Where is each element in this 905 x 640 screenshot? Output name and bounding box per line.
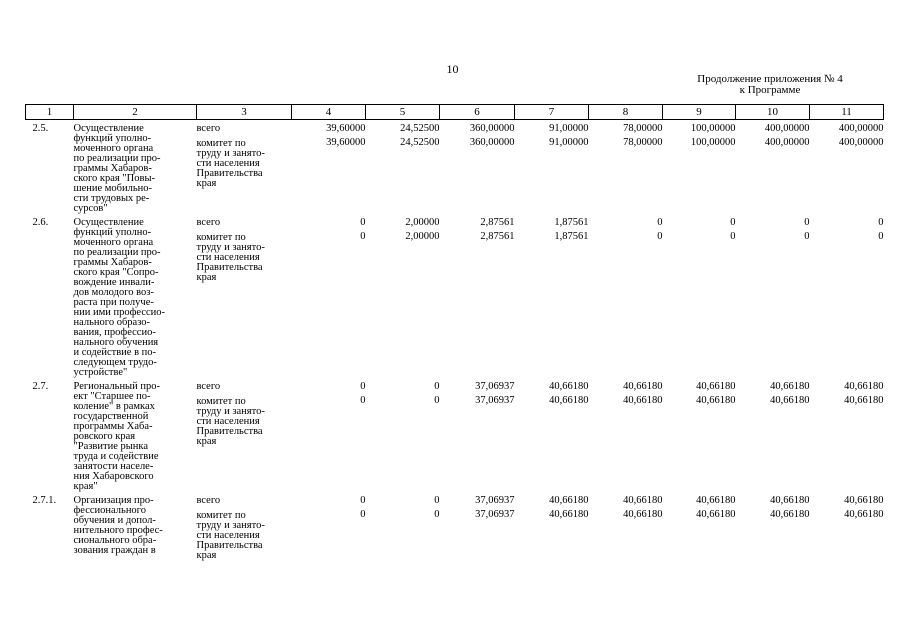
value-total: 360,00000 — [469, 123, 515, 134]
header-cell: 6 — [440, 105, 515, 120]
executor-cell — [197, 492, 292, 561]
value-executor: 37,06937 — [475, 395, 515, 406]
executor-name: комитет по труду и занято- сти населения Правительства края — [196, 138, 265, 189]
value-cell — [736, 378, 810, 492]
value-total: 37,06937 — [475, 495, 515, 506]
header-cell: 9 — [663, 105, 736, 120]
value-executor: 40,66180 — [623, 509, 663, 520]
value-executor: 0 — [434, 395, 440, 406]
activity-name-cell — [74, 214, 197, 378]
value-total: 2,00000 — [405, 217, 440, 228]
value-total: 0 — [804, 217, 810, 228]
executor-cell — [197, 120, 292, 215]
value-cell — [589, 492, 663, 561]
header-cell: 1 — [26, 105, 74, 120]
header-cell: 10 — [736, 105, 810, 120]
value-cell — [663, 492, 736, 561]
value-cell — [440, 492, 515, 561]
activity-name: Осуществление функций уполно- моченного органа по реализации про- граммы Хабаров- ского края "Сопро- вождение инвали- дов молодого воз- раста при получе- нии ими профессио- нального образо- вания, профессио- нального обучения и содействие в по- следующем трудо- устройстве" — [73, 217, 166, 378]
value-cell — [515, 492, 589, 561]
executor-cell — [197, 378, 292, 492]
value-total: 40,66180 — [696, 495, 736, 506]
value-executor: 100,00000 — [690, 137, 736, 148]
value-executor: 1,87561 — [554, 231, 589, 242]
value-executor: 400,00000 — [838, 137, 884, 148]
activity-name-cell — [74, 492, 197, 561]
value-executor: 0 — [360, 509, 366, 520]
value-executor: 91,00000 — [549, 137, 589, 148]
table-header-row — [26, 105, 884, 120]
value-cell — [810, 120, 884, 215]
value-total: 40,66180 — [623, 381, 663, 392]
value-cell — [515, 120, 589, 215]
row-number — [26, 120, 74, 215]
value-cell — [515, 214, 589, 378]
header-cell: 2 — [74, 105, 197, 120]
page-number: 10 — [446, 62, 459, 76]
value-total: 0 — [434, 495, 440, 506]
value-total: 40,66180 — [623, 495, 663, 506]
value-executor: 400,00000 — [764, 137, 810, 148]
header-cell: 4 — [292, 105, 366, 120]
value-total: 0 — [360, 381, 366, 392]
value-total: 40,66180 — [549, 495, 589, 506]
value-total: 0 — [730, 217, 736, 228]
appendix-continuation-note — [670, 74, 870, 96]
value-total: 37,06937 — [475, 381, 515, 392]
executor-total-label: всего — [196, 217, 221, 228]
value-total: 91,00000 — [549, 123, 589, 134]
value-executor: 39,60000 — [326, 137, 366, 148]
value-cell — [589, 120, 663, 215]
value-executor: 37,06937 — [475, 509, 515, 520]
row-number-text: 2.6. — [32, 217, 49, 228]
value-total: 1,87561 — [554, 217, 589, 228]
value-executor: 40,66180 — [696, 509, 736, 520]
header-cell: 3 — [197, 105, 292, 120]
value-cell — [736, 214, 810, 378]
value-cell — [440, 378, 515, 492]
value-cell — [366, 120, 440, 215]
activity-name: Осуществление функций уполно- моченного органа по реализации про- граммы Хабаров- ского края "Повы- шение мобильно- сти трудовых ре- сурсов" — [73, 123, 161, 214]
activity-name-cell — [74, 378, 197, 492]
value-executor: 40,66180 — [770, 509, 810, 520]
executor-name: комитет по труду и занято- сти населения Правительства края — [196, 396, 265, 447]
value-cell — [292, 378, 366, 492]
value-cell — [736, 492, 810, 561]
row-number-text: 2.7.1. — [32, 495, 57, 506]
value-total: 0 — [360, 495, 366, 506]
header-cell: 5 — [366, 105, 440, 120]
value-executor: 40,66180 — [844, 509, 884, 520]
value-cell — [292, 492, 366, 561]
value-cell — [810, 214, 884, 378]
continuation-line-2: к Программе — [739, 84, 801, 96]
value-executor: 40,66180 — [549, 509, 589, 520]
value-cell — [663, 120, 736, 215]
value-executor: 40,66180 — [623, 395, 663, 406]
value-executor: 0 — [434, 509, 440, 520]
value-total: 100,00000 — [690, 123, 736, 134]
table-row — [26, 120, 884, 215]
value-total: 0 — [360, 217, 366, 228]
activity-name: Региональный про- ект "Старшее по- коление" в рамках государственной программы Хаба- ровского края "Развитие рынка труда и содействие занятости населе- ния Хабаровского края" — [73, 381, 160, 492]
value-cell — [589, 378, 663, 492]
value-total: 0 — [657, 217, 663, 228]
value-cell — [736, 120, 810, 215]
value-cell — [810, 492, 884, 561]
value-total: 2,87561 — [480, 217, 515, 228]
table-row — [26, 214, 884, 378]
value-executor: 2,00000 — [405, 231, 440, 242]
value-cell — [515, 378, 589, 492]
value-total: 0 — [878, 217, 884, 228]
program-funding-table — [25, 104, 884, 561]
value-executor: 24,52500 — [400, 137, 440, 148]
header-cell: 8 — [589, 105, 663, 120]
value-total: 400,00000 — [764, 123, 810, 134]
value-executor: 360,00000 — [469, 137, 515, 148]
value-total: 40,66180 — [696, 381, 736, 392]
value-total: 39,60000 — [326, 123, 366, 134]
table-row — [26, 378, 884, 492]
value-total: 40,66180 — [770, 381, 810, 392]
table-row — [26, 492, 884, 561]
value-cell — [292, 214, 366, 378]
value-cell — [366, 378, 440, 492]
value-executor: 40,66180 — [549, 395, 589, 406]
value-cell — [589, 214, 663, 378]
value-executor: 2,87561 — [480, 231, 515, 242]
executor-total-label: всего — [196, 123, 221, 134]
value-executor: 0 — [878, 231, 884, 242]
value-total: 40,66180 — [844, 381, 884, 392]
value-executor: 0 — [804, 231, 810, 242]
value-executor: 78,00000 — [623, 137, 663, 148]
value-executor: 0 — [730, 231, 736, 242]
value-cell — [366, 492, 440, 561]
value-cell — [663, 214, 736, 378]
value-cell — [440, 214, 515, 378]
value-executor: 0 — [360, 231, 366, 242]
value-executor: 40,66180 — [844, 395, 884, 406]
header-cell: 7 — [515, 105, 589, 120]
row-number — [26, 378, 74, 492]
value-total: 0 — [434, 381, 440, 392]
continuation-line-1: Продолжение приложения № 4 — [697, 73, 843, 85]
row-number-text: 2.7. — [32, 381, 49, 392]
value-total: 400,00000 — [838, 123, 884, 134]
row-number — [26, 492, 74, 561]
value-cell — [663, 378, 736, 492]
value-cell — [292, 120, 366, 215]
value-total: 78,00000 — [623, 123, 663, 134]
value-executor: 40,66180 — [770, 395, 810, 406]
value-total: 40,66180 — [844, 495, 884, 506]
value-cell — [366, 214, 440, 378]
activity-name: Организация про- фессионального обучения и допол- нительного профес- сионального обра- зования граждан в — [73, 495, 163, 556]
executor-total-label: всего — [196, 495, 221, 506]
executor-cell — [197, 214, 292, 378]
value-executor: 0 — [360, 395, 366, 406]
value-cell — [440, 120, 515, 215]
executor-name: комитет по труду и занято- сти населения Правительства края — [196, 510, 265, 561]
row-number — [26, 214, 74, 378]
row-number-text: 2.5. — [32, 123, 49, 134]
value-cell — [810, 378, 884, 492]
value-executor: 0 — [657, 231, 663, 242]
value-executor: 40,66180 — [696, 395, 736, 406]
value-total: 40,66180 — [549, 381, 589, 392]
header-cell: 11 — [810, 105, 884, 120]
value-total: 40,66180 — [770, 495, 810, 506]
activity-name-cell — [74, 120, 197, 215]
value-total: 24,52500 — [400, 123, 440, 134]
executor-name: комитет по труду и занято- сти населения Правительства края — [196, 232, 265, 283]
executor-total-label: всего — [196, 381, 221, 392]
